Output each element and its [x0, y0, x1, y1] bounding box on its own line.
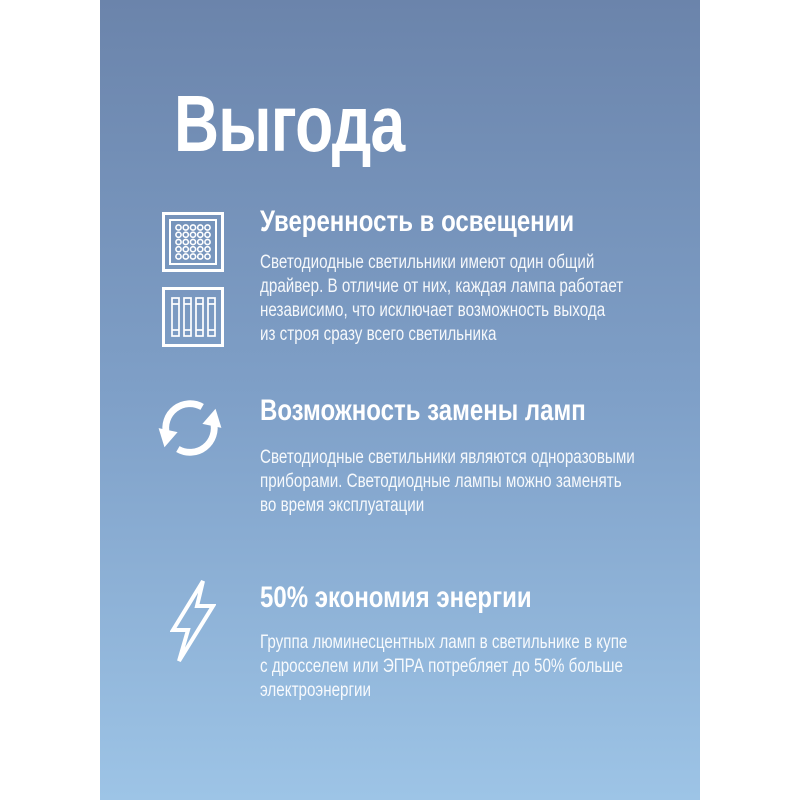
gradient-panel	[100, 0, 700, 800]
section-2-heading: Возможность замены ламп	[260, 394, 586, 427]
section-3-heading: 50% экономия энергии	[260, 581, 532, 614]
replace-arrows-icon	[156, 394, 224, 462]
section-1-body: Светодиодные светильники имеют один общий драйвер. В отличие от них, каждая лампа работает независимо, что исключает возможность выхода из строя сразу всего светильника	[260, 252, 624, 345]
led-panel-and-tubes-icon	[162, 212, 224, 347]
section-2-body: Светодиодные светильники являются одноразовыми приборами. Светодиодные лампы можно заменять во время эксплуатации	[260, 447, 635, 516]
page-title: Выгода	[174, 79, 405, 168]
lightning-icon	[170, 579, 216, 663]
section-1-heading: Уверенность в освещении	[260, 205, 575, 238]
section-3-body: Группа люминесцентных ламп в светильнике в купе с дросселем или ЭПРА потребляет до 50% больше электроэнергии	[260, 632, 628, 701]
